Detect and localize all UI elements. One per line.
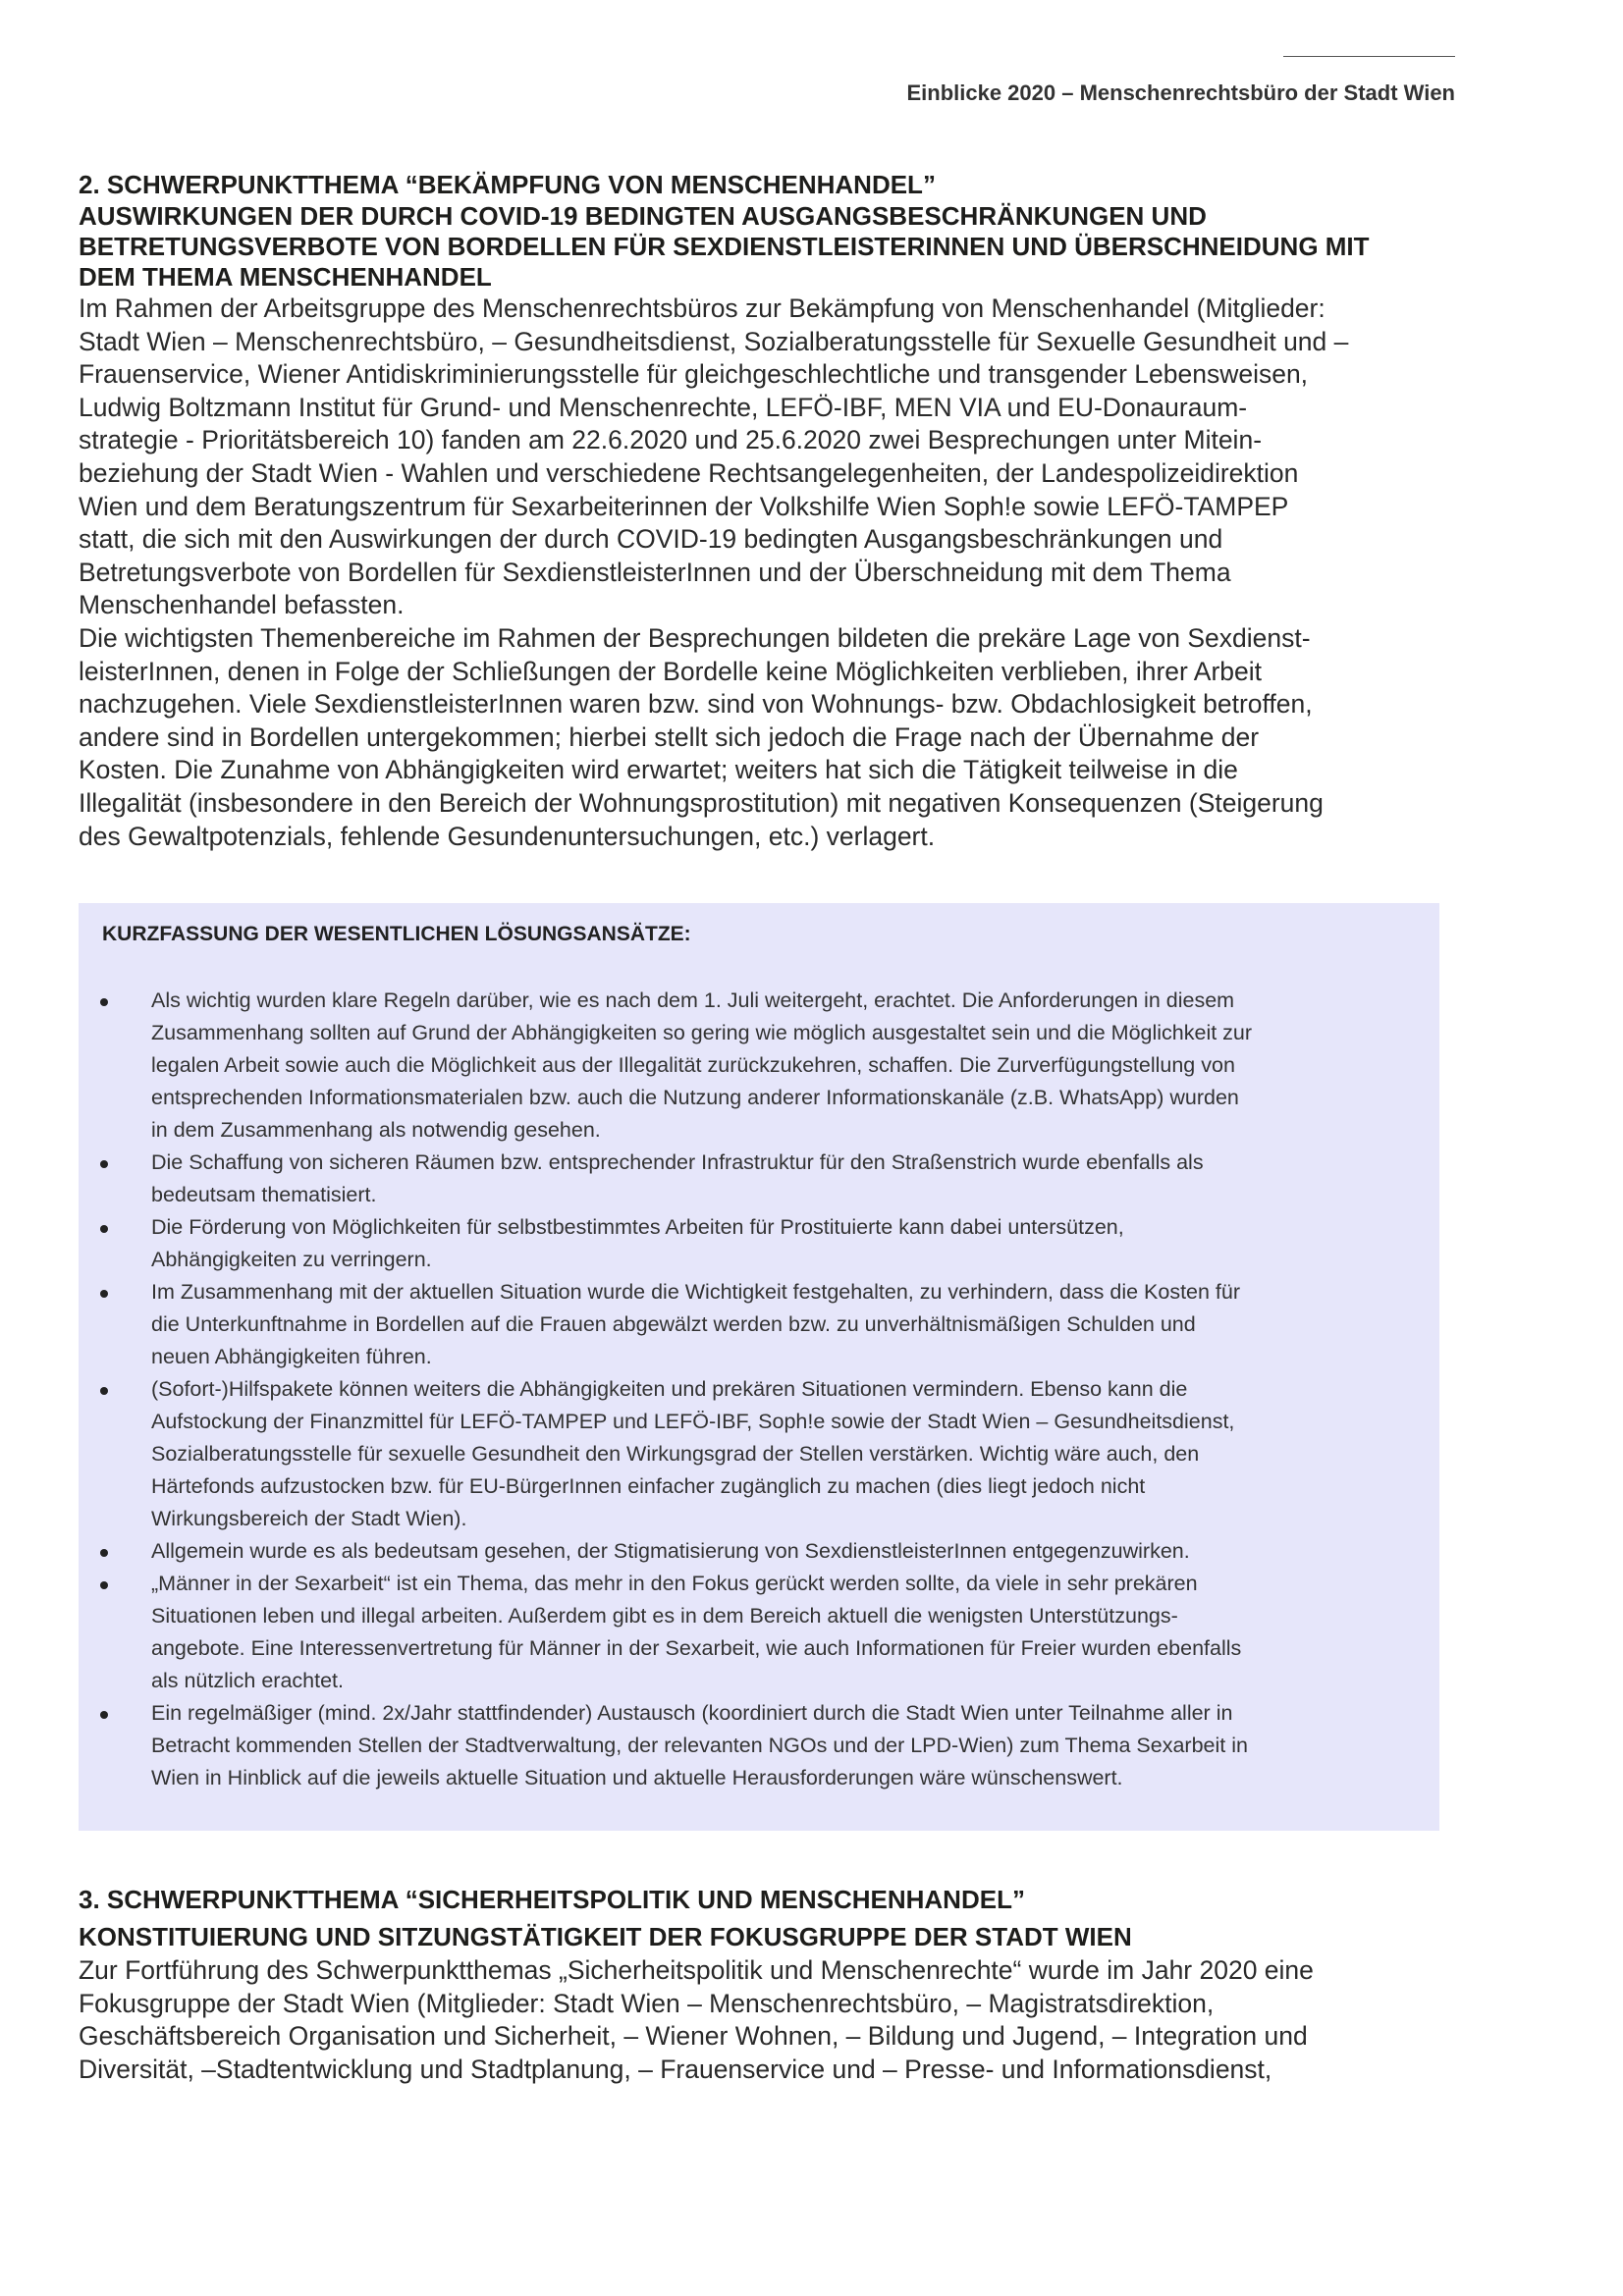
section-2-paragraph <box>79 293 1453 853</box>
bullet-icon <box>100 1549 108 1557</box>
subheading-line: AUSWIRKUNGEN DER DURCH COVID-19 BEDINGTEN AUSGANGSBESCHRÄNKUNGEN UND <box>79 201 1207 231</box>
bullet-icon <box>100 998 108 1006</box>
paragraph-line: Geschäftsbereich Organisation und Sicherheit, – Wiener Wohnen, – Bildung und Jugend, – Integration und <box>79 2021 1308 2052</box>
paragraph-line: Kosten. Die Zunahme von Abhängigkeiten wird erwartet; weiters hat sich die Tätigkeit teilweise in die <box>79 755 1238 785</box>
paragraph-line: Illegalität (insbesondere in den Bereich der Wohnungsprostitution) mit negativen Konsequenzen (Steigerung <box>79 787 1324 818</box>
section-3-paragraph <box>79 1954 1453 2086</box>
section-2-heading: 2. SCHWERPUNKTTHEMA “BEKÄMPFUNG VON MENSCHENHANDEL” <box>79 170 936 199</box>
paragraph-line: nachzugehen. Viele SexdienstleisterInnen waren bzw. sind von Wohnungs- bzw. Obdachlosigkeit betroffen, <box>79 689 1313 720</box>
paragraph-line: Betretungsverbote von Bordellen für SexdienstleisterInnen und der Überschneidung mit dem Thema <box>79 557 1231 587</box>
paragraph-line: leisterInnen, denen in Folge der Schließungen der Bordelle keine Möglichkeiten verblieben, ihrer Arbeit <box>79 656 1262 686</box>
bullet-icon <box>100 1225 108 1233</box>
section-3-heading: 3. SCHWERPUNKTTHEMA “SICHERHEITSPOLITIK UND MENSCHENHANDEL” <box>79 1885 1025 1914</box>
paragraph-line: andere sind in Bordellen untergekommen; hierbei stellt sich jedoch die Frage nach der Übernahme der <box>79 721 1260 752</box>
paragraph-line: Wien und dem Beratungszentrum für Sexarbeiterinnen der Volkshilfe Wien Soph!e sowie LEFÖ-TAMPEP <box>79 491 1289 521</box>
paragraph-line: Menschenhandel befassten. <box>79 590 405 620</box>
section-2-subheading <box>79 201 1453 293</box>
subheading-line: BETRETUNGSVERBOTE VON BORDELLEN FÜR SEXDIENSTLEISTERINNEN UND ÜBERSCHNEIDUNG MIT <box>79 232 1370 261</box>
paragraph-line: Ludwig Boltzmann Institut für Grund- und Menschenrechte, LEFÖ-IBF, MEN VIA und EU-Donauraum- <box>79 392 1248 422</box>
paragraph-line: Die wichtigsten Themenbereiche im Rahmen der Besprechungen bildeten die prekäre Lage von Sexdienst- <box>79 622 1311 653</box>
subheading-line: KONSTITUIERUNG UND SITZUNGSTÄTIGKEIT DER FOKUSGRUPPE DER STADT WIEN <box>79 1922 1132 1951</box>
summary-box <box>79 903 1439 1831</box>
paragraph-line: Stadt Wien – Menschenrechtsbüro, – Gesundheitsdienst, Sozialberatungsstelle für Sexuelle Gesundheit und – <box>79 326 1349 356</box>
header-rule <box>1283 56 1455 57</box>
paragraph-line: Frauenservice, Wiener Antidiskriminierungsstelle für gleichgeschlechtliche und transgender Lebensweisen, <box>79 359 1309 390</box>
list-item: Die Förderung von Möglichkeiten für selbstbestimmtes Arbeiten für Prostituierte kann dabei untersützen, Abhängigkeiten zu verringern. <box>79 1211 1439 1276</box>
bullet-icon <box>100 1290 108 1298</box>
section-3-subheading <box>79 1919 1453 1954</box>
paragraph-line: strategie - Prioritätsbereich 10) fanden am 22.6.2020 und 25.6.2020 zwei Besprechungen unter Mitein- <box>79 425 1263 455</box>
paragraph-line: Im Rahmen der Arbeitsgruppe des Menschenrechtsbüros zur Bekämpfung von Menschenhandel (Mitglieder: <box>79 294 1325 323</box>
list-item: Die Schaffung von sicheren Räumen bzw. entsprechender Infrastruktur für den Straßenstrich wurde ebenfalls als bedeutsam thematisiert. <box>79 1147 1439 1211</box>
list-item: Ein regelmäßiger (mind. 2x/Jahr stattfindender) Austausch (koordiniert durch die Stadt Wien unter Teilnahme aller in Betracht kommenden Stellen der Stadtverwaltung, der relevanten NGOs und der LPD-Wien) zum Thema Sexarbeit in Wien in Hinblick auf die jeweils aktuelle Situation und aktuelle Herausforderungen wäre wünschenswert. <box>79 1697 1439 1794</box>
running-header: Einblicke 2020 – Menschenrechtsbüro der Stadt Wien <box>906 80 1455 105</box>
list-item: Als wichtig wurden klare Regeln darüber, wie es nach dem 1. Juli weitergeht, erachtet. Die Anforderungen in diesem Zusammenhang sollten auf Grund der Abhängigkeiten so gering wie möglich ausgestaltet sein und die Möglichkeit zur legalen Arbeit sowie auch die Möglichkeit aus der Illegalität zurückzukehren, schaffen. Die Zurverfügungstellung von entsprechenden Informationsmaterialen bzw. auch die Nutzung anderer Informationskanäle (z.B. WhatsApp) wurden in dem Zusammenhang als notwendig gesehen. <box>79 985 1439 1147</box>
bullet-icon <box>100 1711 108 1719</box>
summary-bullet-list <box>79 985 1439 1794</box>
paragraph-line: Fokusgruppe der Stadt Wien (Mitglieder: Stadt Wien – Menschenrechtsbüro, – Magistratsdirektion, <box>79 1988 1215 2018</box>
list-item: (Sofort-)Hilfspakete können weiters die Abhängigkeiten und prekären Situationen vermindern. Ebenso kann die Aufstockung der Finanzmittel für LEFÖ-TAMPEP und LEFÖ-IBF, Soph!e sowie der Stadt Wien – Gesundheitsdienst, Sozialberatungsstelle für sexuelle Gesundheit den Wirkungsgrad der Stellen verstärken. Wichtig wäre auch, den Härtefonds aufzustocken bzw. für EU-BürgerInnen einfacher zugänglich zu machen (dies liegt jedoch nicht Wirkungsbereich der Stadt Wien). <box>79 1373 1439 1535</box>
paragraph-line: beziehung der Stadt Wien - Wahlen und verschiedene Rechtsangelegenheiten, der Landespolizeidirektion <box>79 457 1299 488</box>
section-3 <box>79 1880 1453 2086</box>
section-2 <box>79 169 1453 853</box>
bullet-icon <box>100 1581 108 1589</box>
bullet-icon <box>100 1387 108 1395</box>
bullet-icon <box>100 1160 108 1168</box>
paragraph-line: Zur Fortführung des Schwerpunktthemas „Sicherheitspolitik und Menschenrechte“ wurde im Jahr 2020 eine <box>79 1955 1314 1985</box>
paragraph-line: Diversität, –Stadtentwicklung und Stadtplanung, – Frauenservice und – Presse- und Informationsdienst, <box>79 2054 1272 2084</box>
paragraph-line: statt, die sich mit den Auswirkungen der durch COVID-19 bedingten Ausgangsbeschränkungen und <box>79 524 1223 555</box>
list-item: „Männer in der Sexarbeit“ ist ein Thema, das mehr in den Fokus gerückt werden sollte, da viele in sehr prekären Situationen leben und illegal arbeiten. Außerdem gibt es in dem Bereich aktuell die wenigsten Unterstützungs- angebote. Eine Interessenvertretung für Männer in der Sexarbeit, wie auch Informationen für Freier wurden ebenfalls als nützlich erachtet. <box>79 1568 1439 1697</box>
list-item: Allgemein wurde es als bedeutsam gesehen, der Stigmatisierung von SexdienstleisterInnen entgegenzuwirken. <box>79 1535 1439 1568</box>
subheading-line: DEM THEMA MENSCHENHANDEL <box>79 262 492 292</box>
paragraph-line: des Gewaltpotenzials, fehlende Gesundenuntersuchungen, etc.) verlagert. <box>79 821 936 851</box>
list-item: Im Zusammenhang mit der aktuellen Situation wurde die Wichtigkeit festgehalten, zu verhindern, dass die Kosten für die Unterkunftnahme in Bordellen auf die Frauen abgewälzt werden bzw. zu unverhältnismäßigen Schulden und neuen Abhängigkeiten führen. <box>79 1276 1439 1373</box>
summary-box-title: KURZFASSUNG DER WESENTLICHEN LÖSUNGSANSÄTZE: <box>102 923 691 945</box>
